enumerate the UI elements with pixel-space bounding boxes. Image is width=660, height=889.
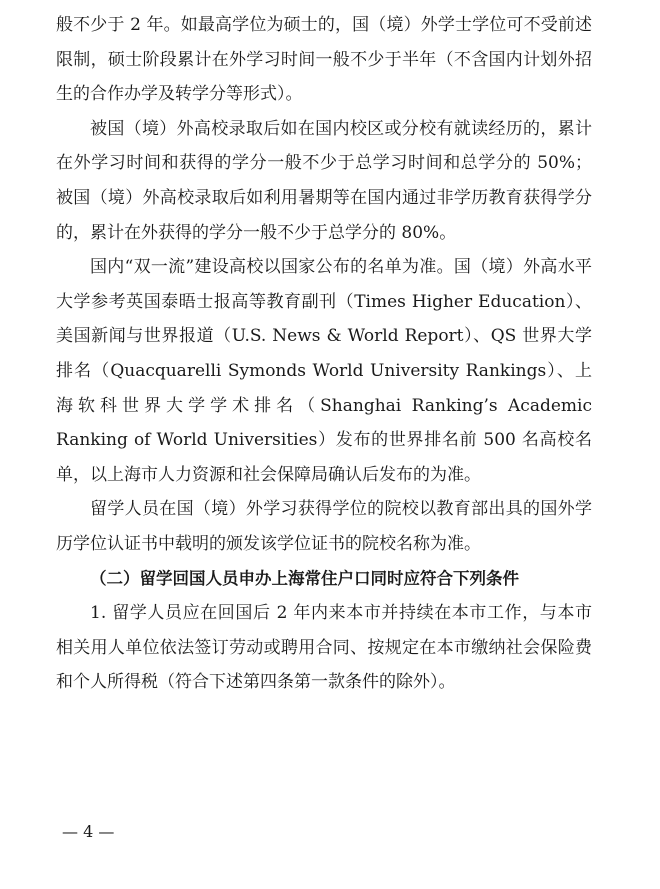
document-body	[56, 8, 592, 700]
paragraph-continuation: 般不少于 2 年。如最高学位为硕士的，国（境）外学士学位可不受前述限制，硕士阶段累计在外学习时间一般不少于半年（不含国内计划外招生的合作办学及转学分等形式）。	[56, 15, 592, 105]
paragraph-condition-1: 1. 留学人员应在回国后 2 年内来本市并持续在本市工作，与本市相关用人单位依法签订劳动或聘用合同、按规定在本市缴纳社会保险费和个人所得税（符合下述第四条第一款条件的除外）。	[56, 603, 592, 693]
paragraph-overseas-credits: 被国（境）外高校录取后如在国内校区或分校有就读经历的，累计在外学习时间和获得的学分一般不少于总学习时间和总学分的 50%；被国（境）外高校录取后如利用暑期等在国内通过非学历教育获得学分的，累计在外获得的学分一般不少于总学分的 80%。	[56, 118, 592, 243]
paragraph-degree-institution: 留学人员在国（境）外学习获得学位的院校以教育部出具的国外学历学位认证书中载明的颁发该学位证书的院校名称为准。	[56, 499, 592, 554]
paragraph-university-rankings: 国内“双一流”建设高校以国家公布的名单为准。国（境）外高水平大学参考英国泰晤士报高等教育副刊（Times Higher Education）、美国新闻与世界报道（U.S. News & World Report）、QS 世界大学排名（Quacquarelli Symonds World University Rankings）、上海软科世界大学学术排名（Shanghai Ranking’s Academic Ranking of World Universities）发布的世界排名前 500 名高校名单，以上海市人力资源和社会保障局确认后发布的为准。	[56, 257, 592, 485]
page-number: — 4 —	[62, 822, 115, 841]
section-heading: （二）留学回国人员申办上海常住户口同时应符合下列条件	[90, 568, 519, 588]
